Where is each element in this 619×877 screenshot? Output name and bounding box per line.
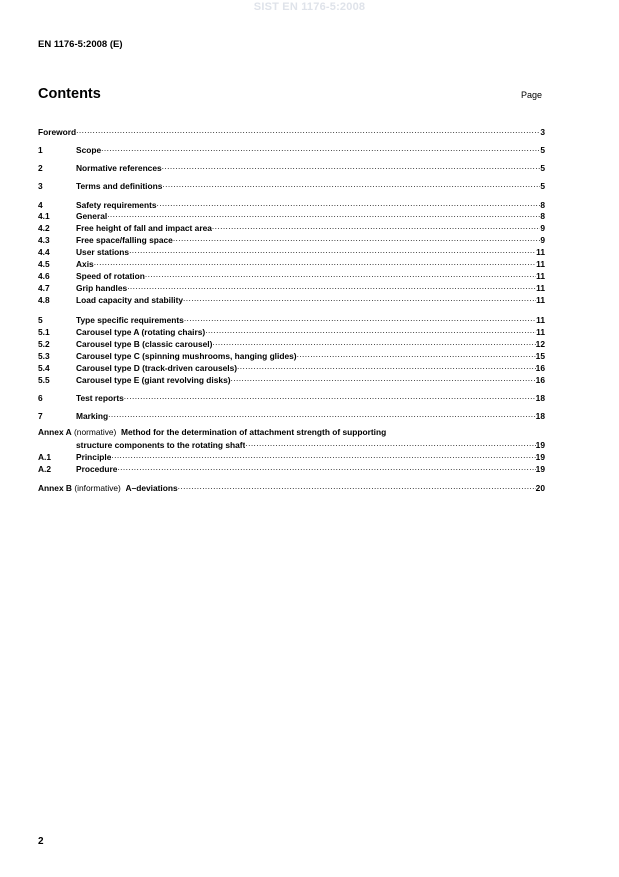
annex-label: Annex A [38,427,72,437]
dot-leader [173,233,541,243]
toc-entry-title: Principle [76,452,112,462]
toc-entry-number: 3 [38,181,43,191]
annex-type: (informative) [74,483,121,493]
toc-entry-title: General [76,211,108,221]
toc-entry-number: 4.5 [38,259,50,269]
toc-entry[interactable] [38,349,545,359]
toc-entry-number: 2 [38,163,43,173]
toc-entry-foreword[interactable] [38,125,545,135]
watermark: SIST EN 1176-5:2008 [253,1,366,13]
dot-leader [231,373,536,383]
page-title: Contents [38,86,101,102]
toc-entry-title: Speed of rotation [76,271,145,281]
dot-leader [237,361,536,371]
dot-leader [108,409,536,419]
dot-leader [111,450,535,460]
annex-type: (normative) [74,427,117,437]
toc-entry[interactable] [38,462,545,472]
toc-entry-page: 20 [535,483,545,493]
toc-entry-number: 4.2 [38,223,50,233]
toc-entry-number: 5.1 [38,327,50,337]
dot-leader [205,325,536,335]
toc-entry-title: Free space/falling space [76,235,173,245]
toc-entry-title: Carousel type B (classic carousel) [76,339,213,349]
dot-leader [162,179,540,189]
toc-entry-title: Load capacity and stability [76,295,184,305]
dot-leader [183,293,536,303]
toc-entry[interactable] [38,269,545,279]
dot-leader [178,481,536,491]
toc-entry-page: 11 [536,259,545,269]
toc-entry-title: Terms and definitions [76,181,163,191]
toc-entry[interactable] [38,409,545,419]
toc-entry[interactable] [38,361,545,371]
dot-leader [101,143,540,153]
toc-entry-page: 19 [535,440,545,450]
toc-entry[interactable] [38,198,545,208]
toc-entry[interactable] [38,337,545,347]
dot-leader [212,337,535,347]
toc-entry-title: Safety requirements [76,200,157,210]
toc-entry-page: 9 [540,235,545,245]
toc-entry-title: Grip handles [76,283,128,293]
toc-entry-page: 11 [536,295,545,305]
toc-entry-page: 5 [540,145,545,155]
toc-entry-page: 11 [536,283,545,293]
toc-entry-page: 5 [540,163,545,173]
dot-leader [117,462,535,472]
toc-entry-page: 11 [536,327,545,337]
dot-leader [162,161,541,171]
dot-leader [297,349,536,359]
page-number: 2 [38,836,44,847]
toc-entry-number: 5.3 [38,351,50,361]
toc-entry-title: User stations [76,247,130,257]
dot-leader [127,281,536,291]
toc-entry-title: Scope [76,145,102,155]
dot-leader [145,269,536,279]
toc-entry-title: Type specific requirements [76,315,184,325]
toc-entry-number: 4.8 [38,295,50,305]
toc-entry-title: Axis [76,259,94,269]
toc-entry[interactable] [38,257,545,267]
dot-leader [184,313,536,323]
toc-entry[interactable] [38,209,545,219]
toc-entry-number: 6 [38,393,43,403]
toc-entry-title: Carousel type C (spinning mushrooms, hanging glides) [76,351,297,361]
dot-leader [76,125,540,135]
toc-entry-page: 18 [535,411,545,421]
toc-entry[interactable] [38,281,545,291]
toc-entry-number: A.1 [38,452,52,462]
toc-entry[interactable] [38,450,545,460]
toc-entry[interactable] [38,313,545,323]
toc-entry-number: A.2 [38,464,52,474]
toc-entry-page: 8 [540,200,545,210]
toc-entry-annex-b[interactable] [38,481,545,491]
toc-entry-title: Foreword [38,127,77,137]
toc-entry-title: Free height of fall and impact area [76,223,212,233]
toc-entry-page: 11 [536,247,545,257]
toc-entry-number: 4.4 [38,247,50,257]
toc-entry-page: 12 [535,339,545,349]
annex-title: A–deviations [125,483,178,493]
toc-entry-number: 7 [38,411,43,421]
toc-entry-page: 18 [535,393,545,403]
toc-entry-page: 11 [536,315,545,325]
page-column-label: Page [521,90,543,100]
dot-leader [94,257,536,267]
toc-entry-page: 16 [535,363,545,373]
toc-entry-number: 5.5 [38,375,50,385]
toc-entry-page: 19 [535,452,545,462]
toc-entry-page: 3 [540,127,545,137]
toc-entry-number: 4.7 [38,283,50,293]
toc-entry-number: 4 [38,200,43,210]
dot-leader [157,198,541,208]
toc-entry-number: 5 [38,315,43,325]
toc-entry[interactable] [38,245,545,255]
toc-entry[interactable] [38,391,545,401]
toc-entry-page: 15 [535,351,545,361]
dot-leader [107,209,540,219]
toc-entry[interactable] [38,293,545,303]
toc-entry-title: Carousel type D (track-driven carousels) [76,363,238,373]
toc-entry-title: Marking [76,411,109,421]
dot-leader [124,391,536,401]
annex-title-line1: Method for the determination of attachment strength of supporting [121,427,387,437]
toc-entry-number: 5.2 [38,339,50,349]
toc-entry-page: 11 [536,271,545,281]
toc-entry[interactable] [38,161,545,171]
toc-entry-title: Procedure [76,464,118,474]
toc-entry[interactable] [38,179,545,189]
toc-entry-page: 5 [540,181,545,191]
toc-entry[interactable] [38,143,545,153]
toc-entry-number: 4.3 [38,235,50,245]
toc-entry-annex-a[interactable] [38,427,545,437]
toc-entry[interactable] [38,233,545,243]
toc-entry-number: 4.1 [38,211,50,221]
toc-entry-page: 16 [535,375,545,385]
toc-entry-page: 19 [535,464,545,474]
toc-entry-title: Carousel type E (giant revolving disks) [76,375,231,385]
dot-leader [129,245,536,255]
toc-entry-title: Carousel type A (rotating chairs) [76,327,206,337]
toc-entry-title: Test reports [76,393,124,403]
toc-entry-number: 4.6 [38,271,50,281]
dot-leader [245,438,535,448]
annex-title-line2: structure components to the rotating shaft [76,440,246,450]
toc-entry-page: 8 [540,211,545,221]
toc-entry-page: 9 [540,223,545,233]
annex-label: Annex B [38,483,72,493]
toc-entry-number: 5.4 [38,363,50,373]
toc-entry-number: 1 [38,145,43,155]
toc-entry[interactable] [38,221,545,231]
toc-entry-title: Normative references [76,163,162,173]
dot-leader [212,221,540,231]
document-id: EN 1176-5:2008 (E) [38,39,123,50]
toc-entry-annex-a-continued[interactable] [38,438,545,448]
toc-entry[interactable] [38,373,545,383]
toc-entry[interactable] [38,325,545,335]
